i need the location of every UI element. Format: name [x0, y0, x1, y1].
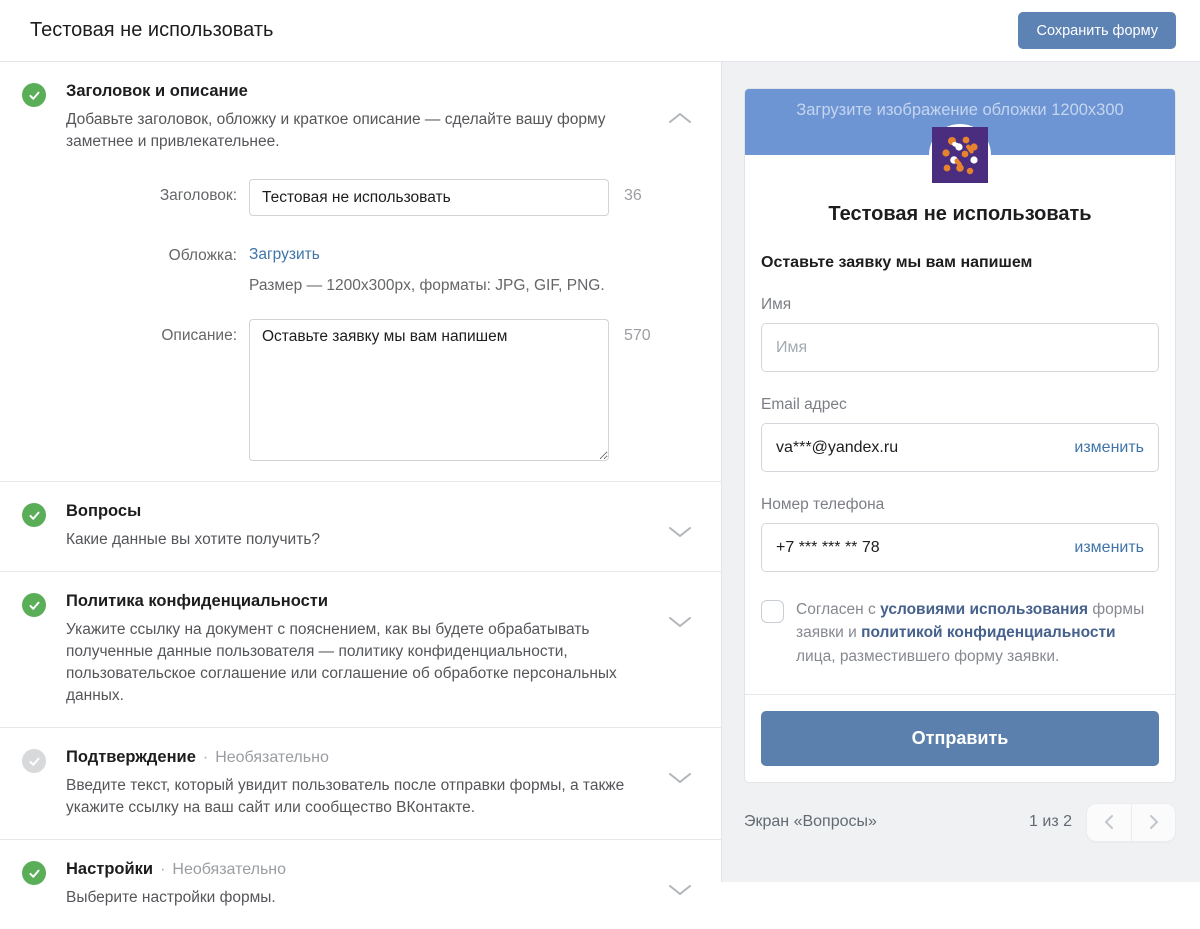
check-circle-icon [22, 861, 46, 885]
section-description: Выберите настройки формы. [66, 889, 276, 906]
optional-badge: Необязательно [215, 749, 329, 766]
change-email-link[interactable]: изменить [1074, 438, 1144, 456]
pager [1029, 803, 1176, 842]
chevron-right-icon [1148, 814, 1160, 830]
name-input[interactable] [776, 339, 1144, 357]
name-input-wrapper [761, 323, 1159, 372]
section-description: Укажите ссылку на документ с пояснением, как вы будете обрабатывать полученные данные пользователя — политику конфиденциальности, пользовательское соглашение или соглашение об обработке персональных данных. [66, 621, 617, 704]
cover-banner-label: Загрузите изображение обложки 1200x300 [796, 101, 1124, 119]
section-description: Введите текст, который увидит пользователь после отправки формы, а также укажите ссылку на ваш сайт или сообщество ВКонтакте. [66, 777, 625, 816]
pager-buttons [1086, 803, 1176, 842]
section-description: Добавьте заголовок, обложку и краткое описание — сделайте вашу форму заметнее и привлекательнее. [66, 111, 606, 150]
preview-footer [744, 803, 1176, 842]
save-form-button[interactable]: Сохранить форму [1018, 12, 1176, 49]
consent-text [796, 598, 1159, 668]
consent-suffix: лица, разместившего форму заявки. [796, 647, 1060, 665]
cover-size-hint: Размер — 1200x300px, форматы: JPG, GIF, PNG. [249, 277, 605, 294]
next-page-button[interactable] [1131, 804, 1175, 841]
section-title: Политика конфиденциальности [66, 592, 328, 610]
upload-cover-link[interactable]: Загрузить [249, 246, 320, 263]
terms-of-use-link[interactable]: условиями использования [880, 601, 1089, 618]
section-confirmation [0, 728, 721, 840]
consent-middle: формы заявки и [796, 601, 1145, 642]
phone-input[interactable] [776, 539, 1074, 557]
screen-name-label: Экран «Вопросы» [744, 813, 877, 831]
phone-input-wrapper [761, 523, 1159, 572]
badge-separator: · [202, 749, 209, 766]
check-circle-icon [22, 83, 46, 107]
privacy-policy-link[interactable]: политикой конфиденциальности [861, 624, 1116, 642]
chevron-down-icon[interactable] [667, 524, 693, 540]
email-input-wrapper [761, 423, 1159, 472]
form-editor-panel [0, 62, 722, 906]
section-description: Какие данные вы хотите получить? [66, 531, 321, 548]
check-circle-icon [22, 749, 46, 773]
chevron-up-icon[interactable] [667, 110, 693, 126]
submit-area [745, 694, 1175, 782]
form-description-textarea[interactable] [249, 319, 609, 461]
section-title: Заголовок и описание [66, 82, 248, 100]
consent-prefix: Согласен с [796, 601, 881, 618]
chevron-down-icon[interactable] [667, 614, 693, 630]
prev-page-button[interactable] [1087, 804, 1131, 841]
chevron-left-icon [1103, 814, 1115, 830]
title-field-label: Заголовок: [159, 187, 237, 204]
name-field-label: Имя [761, 296, 792, 313]
chevron-down-icon[interactable] [667, 770, 693, 786]
section-title: Настройки [66, 860, 154, 878]
page-title: Тестовая не использовать [30, 19, 274, 41]
title-description-fields [66, 179, 651, 461]
section-questions [0, 482, 721, 572]
badge-separator: · [160, 861, 166, 878]
main-layout [0, 62, 1200, 906]
chevron-down-icon[interactable] [667, 882, 693, 898]
submit-button[interactable]: Отправить [761, 711, 1159, 766]
email-input[interactable] [776, 439, 1074, 457]
check-circle-icon [22, 593, 46, 617]
section-settings [0, 840, 721, 929]
top-header [0, 0, 1200, 62]
consent-checkbox[interactable] [761, 600, 784, 623]
phone-field-label: Номер телефона [761, 496, 885, 513]
form-preview-panel [722, 62, 1200, 882]
form-preview-card [744, 88, 1176, 783]
section-title: Вопросы [66, 502, 142, 520]
consent-row [761, 598, 1159, 694]
section-privacy-policy [0, 572, 721, 728]
check-circle-icon [22, 503, 46, 527]
description-field-label: Описание: [161, 327, 237, 344]
email-field-label: Email адрес [761, 396, 847, 413]
preview-form-subtitle: Оставьте заявку мы вам напишем [761, 254, 1033, 271]
cover-field-label: Обложка: [168, 247, 237, 264]
page-indicator: 1 из 2 [1029, 813, 1072, 831]
community-avatar [929, 124, 991, 186]
form-title-input[interactable] [249, 179, 609, 216]
description-char-counter: 570 [624, 327, 651, 344]
optional-badge: Необязательно [172, 861, 287, 878]
change-phone-link[interactable]: изменить [1074, 538, 1144, 556]
title-char-counter: 36 [624, 187, 642, 204]
preview-form-title: Тестовая не использовать [828, 203, 1092, 225]
section-title: Подтверждение [66, 748, 196, 766]
section-title-description [0, 62, 721, 482]
